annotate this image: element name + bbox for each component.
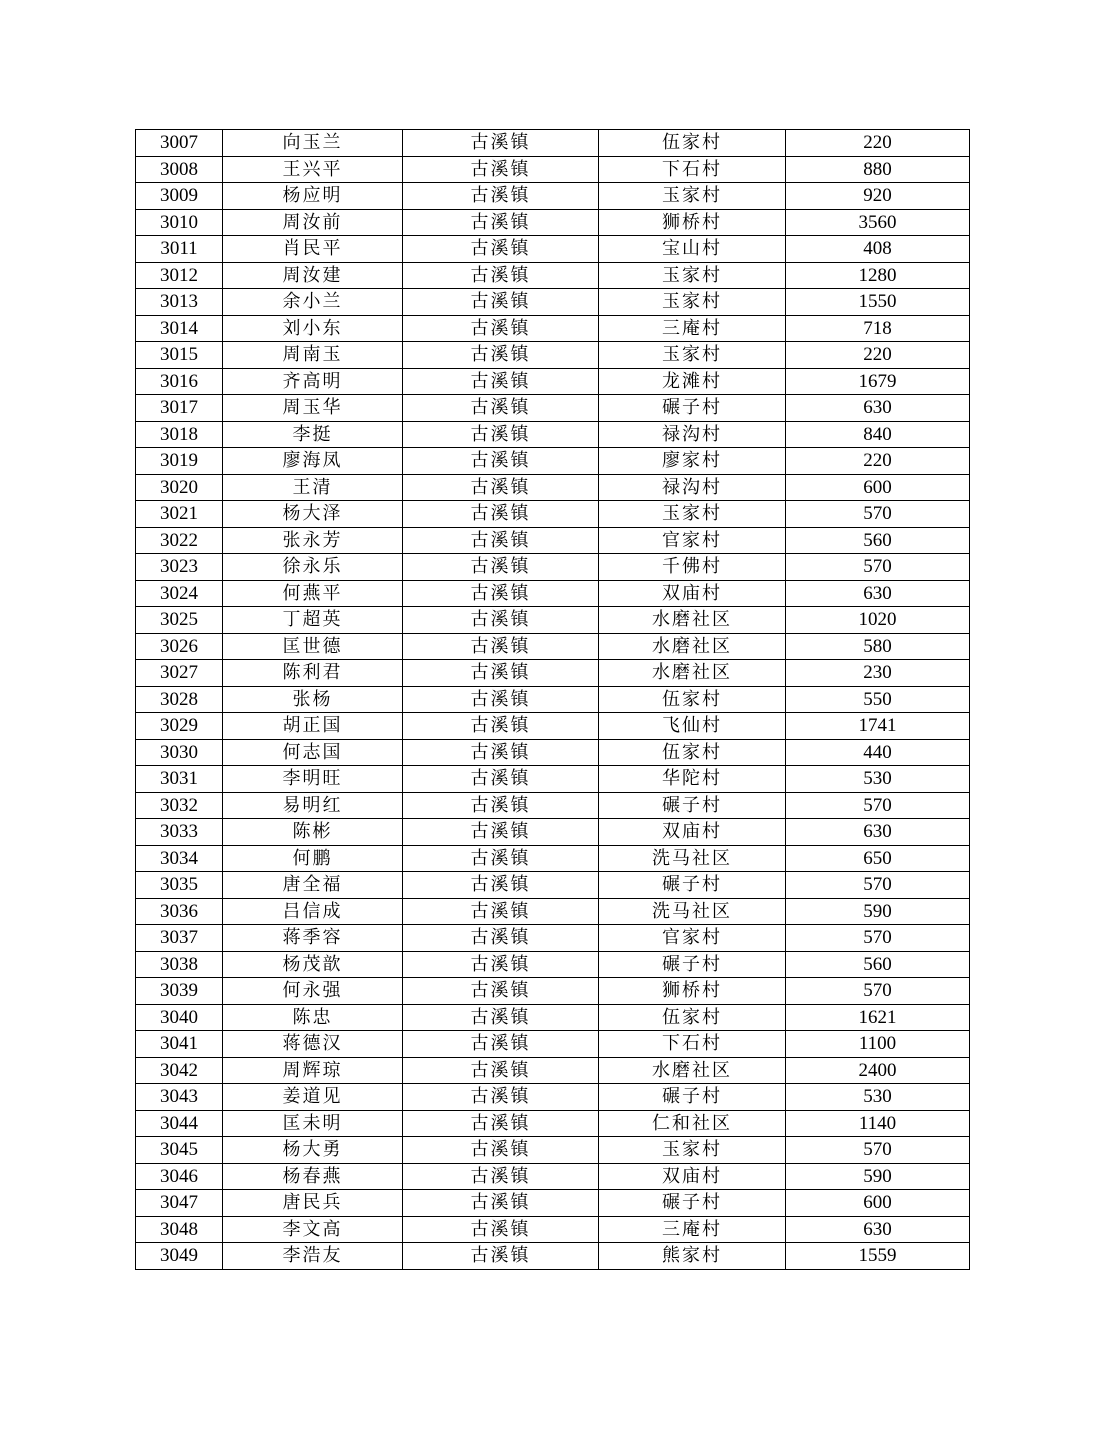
town-cell: 古溪镇 <box>403 1243 599 1270</box>
amount-cell: 530 <box>786 766 970 793</box>
village-cell: 双庙村 <box>599 1163 786 1190</box>
amount-cell: 230 <box>786 660 970 687</box>
town-cell: 古溪镇 <box>403 368 599 395</box>
row-number-cell: 3013 <box>136 289 223 316</box>
amount-cell: 560 <box>786 527 970 554</box>
table-row <box>136 713 970 740</box>
row-number-cell: 3038 <box>136 951 223 978</box>
village-cell: 双庙村 <box>599 819 786 846</box>
row-number-cell: 3009 <box>136 183 223 210</box>
town-cell: 古溪镇 <box>403 421 599 448</box>
row-number-cell: 3035 <box>136 872 223 899</box>
amount-cell: 440 <box>786 739 970 766</box>
person-name-cell: 齐高明 <box>223 368 403 395</box>
row-number-cell: 3018 <box>136 421 223 448</box>
amount-cell: 530 <box>786 1084 970 1111</box>
table-row <box>136 1137 970 1164</box>
town-cell: 古溪镇 <box>403 845 599 872</box>
table-row <box>136 183 970 210</box>
person-name-cell: 张永芳 <box>223 527 403 554</box>
amount-cell: 840 <box>786 421 970 448</box>
person-name-cell: 匡未明 <box>223 1110 403 1137</box>
row-number-cell: 3042 <box>136 1057 223 1084</box>
table-row <box>136 395 970 422</box>
village-cell: 碾子村 <box>599 872 786 899</box>
table-row <box>136 315 970 342</box>
person-name-cell: 丁超英 <box>223 607 403 634</box>
village-cell: 狮桥村 <box>599 209 786 236</box>
person-name-cell: 周南玉 <box>223 342 403 369</box>
person-name-cell: 王清 <box>223 474 403 501</box>
village-cell: 三庵村 <box>599 1216 786 1243</box>
person-name-cell: 余小兰 <box>223 289 403 316</box>
table-row <box>136 845 970 872</box>
amount-cell: 1020 <box>786 607 970 634</box>
row-number-cell: 3031 <box>136 766 223 793</box>
table-row <box>136 978 970 1005</box>
village-cell: 华陀村 <box>599 766 786 793</box>
town-cell: 古溪镇 <box>403 289 599 316</box>
village-cell: 仁和社区 <box>599 1110 786 1137</box>
village-cell: 碾子村 <box>599 951 786 978</box>
amount-cell: 600 <box>786 474 970 501</box>
village-cell: 水磨社区 <box>599 660 786 687</box>
person-name-cell: 何志国 <box>223 739 403 766</box>
amount-cell: 580 <box>786 633 970 660</box>
person-name-cell: 向玉兰 <box>223 130 403 157</box>
village-cell: 碾子村 <box>599 1084 786 1111</box>
row-number-cell: 3030 <box>136 739 223 766</box>
village-cell: 双庙村 <box>599 580 786 607</box>
town-cell: 古溪镇 <box>403 739 599 766</box>
row-number-cell: 3046 <box>136 1163 223 1190</box>
amount-cell: 570 <box>786 978 970 1005</box>
village-cell: 熊家村 <box>599 1243 786 1270</box>
amount-cell: 570 <box>786 554 970 581</box>
table-row <box>136 368 970 395</box>
person-name-cell: 杨应明 <box>223 183 403 210</box>
amount-cell: 1741 <box>786 713 970 740</box>
person-name-cell: 唐全福 <box>223 872 403 899</box>
row-number-cell: 3029 <box>136 713 223 740</box>
person-name-cell: 王兴平 <box>223 156 403 183</box>
row-number-cell: 3028 <box>136 686 223 713</box>
town-cell: 古溪镇 <box>403 819 599 846</box>
town-cell: 古溪镇 <box>403 978 599 1005</box>
village-cell: 水磨社区 <box>599 1057 786 1084</box>
village-cell: 禄沟村 <box>599 474 786 501</box>
amount-cell: 920 <box>786 183 970 210</box>
amount-cell: 1559 <box>786 1243 970 1270</box>
person-name-cell: 肖民平 <box>223 236 403 263</box>
town-cell: 古溪镇 <box>403 554 599 581</box>
amount-cell: 600 <box>786 1190 970 1217</box>
row-number-cell: 3017 <box>136 395 223 422</box>
amount-cell: 550 <box>786 686 970 713</box>
row-number-cell: 3019 <box>136 448 223 475</box>
town-cell: 古溪镇 <box>403 1084 599 1111</box>
person-name-cell: 周辉琼 <box>223 1057 403 1084</box>
row-number-cell: 3014 <box>136 315 223 342</box>
person-name-cell: 何燕平 <box>223 580 403 607</box>
person-name-cell: 廖海凤 <box>223 448 403 475</box>
amount-cell: 630 <box>786 819 970 846</box>
person-name-cell: 蒋德汉 <box>223 1031 403 1058</box>
roster-table <box>135 129 970 1270</box>
person-name-cell: 胡正国 <box>223 713 403 740</box>
person-name-cell: 陈忠 <box>223 1004 403 1031</box>
table-row <box>136 342 970 369</box>
person-name-cell: 李浩友 <box>223 1243 403 1270</box>
table-row <box>136 1190 970 1217</box>
table-row <box>136 819 970 846</box>
town-cell: 古溪镇 <box>403 1137 599 1164</box>
row-number-cell: 3007 <box>136 130 223 157</box>
town-cell: 古溪镇 <box>403 951 599 978</box>
town-cell: 古溪镇 <box>403 1004 599 1031</box>
table-row <box>136 1243 970 1270</box>
table-row <box>136 474 970 501</box>
table-row <box>136 925 970 952</box>
row-number-cell: 3037 <box>136 925 223 952</box>
row-number-cell: 3047 <box>136 1190 223 1217</box>
town-cell: 古溪镇 <box>403 236 599 263</box>
village-cell: 龙滩村 <box>599 368 786 395</box>
amount-cell: 220 <box>786 130 970 157</box>
person-name-cell: 陈利君 <box>223 660 403 687</box>
row-number-cell: 3023 <box>136 554 223 581</box>
person-name-cell: 匡世德 <box>223 633 403 660</box>
town-cell: 古溪镇 <box>403 474 599 501</box>
row-number-cell: 3022 <box>136 527 223 554</box>
amount-cell: 718 <box>786 315 970 342</box>
village-cell: 廖家村 <box>599 448 786 475</box>
village-cell: 下石村 <box>599 156 786 183</box>
amount-cell: 630 <box>786 395 970 422</box>
table-row <box>136 739 970 766</box>
table-row <box>136 156 970 183</box>
row-number-cell: 3024 <box>136 580 223 607</box>
amount-cell: 408 <box>786 236 970 263</box>
row-number-cell: 3012 <box>136 262 223 289</box>
row-number-cell: 3021 <box>136 501 223 528</box>
amount-cell: 570 <box>786 872 970 899</box>
row-number-cell: 3049 <box>136 1243 223 1270</box>
person-name-cell: 杨大勇 <box>223 1137 403 1164</box>
town-cell: 古溪镇 <box>403 1216 599 1243</box>
row-number-cell: 3039 <box>136 978 223 1005</box>
village-cell: 官家村 <box>599 527 786 554</box>
town-cell: 古溪镇 <box>403 898 599 925</box>
person-name-cell: 唐民兵 <box>223 1190 403 1217</box>
amount-cell: 1100 <box>786 1031 970 1058</box>
person-name-cell: 杨春燕 <box>223 1163 403 1190</box>
row-number-cell: 3044 <box>136 1110 223 1137</box>
table-row <box>136 527 970 554</box>
table-row <box>136 686 970 713</box>
table-row <box>136 951 970 978</box>
row-number-cell: 3048 <box>136 1216 223 1243</box>
person-name-cell: 杨大泽 <box>223 501 403 528</box>
amount-cell: 590 <box>786 898 970 925</box>
village-cell: 玉家村 <box>599 342 786 369</box>
person-name-cell: 李挺 <box>223 421 403 448</box>
person-name-cell: 吕信成 <box>223 898 403 925</box>
village-cell: 洗马社区 <box>599 898 786 925</box>
table-row <box>136 766 970 793</box>
amount-cell: 570 <box>786 792 970 819</box>
village-cell: 玉家村 <box>599 262 786 289</box>
row-number-cell: 3016 <box>136 368 223 395</box>
amount-cell: 220 <box>786 342 970 369</box>
town-cell: 古溪镇 <box>403 1057 599 1084</box>
table-row <box>136 1031 970 1058</box>
village-cell: 下石村 <box>599 1031 786 1058</box>
person-name-cell: 姜道见 <box>223 1084 403 1111</box>
amount-cell: 1679 <box>786 368 970 395</box>
row-number-cell: 3033 <box>136 819 223 846</box>
town-cell: 古溪镇 <box>403 607 599 634</box>
person-name-cell: 徐永乐 <box>223 554 403 581</box>
row-number-cell: 3025 <box>136 607 223 634</box>
table-row <box>136 1216 970 1243</box>
row-number-cell: 3020 <box>136 474 223 501</box>
village-cell: 伍家村 <box>599 739 786 766</box>
person-name-cell: 周玉华 <box>223 395 403 422</box>
table-row <box>136 130 970 157</box>
person-name-cell: 刘小东 <box>223 315 403 342</box>
village-cell: 伍家村 <box>599 686 786 713</box>
row-number-cell: 3034 <box>136 845 223 872</box>
person-name-cell: 蒋季容 <box>223 925 403 952</box>
amount-cell: 590 <box>786 1163 970 1190</box>
table-row <box>136 633 970 660</box>
table-row <box>136 898 970 925</box>
amount-cell: 560 <box>786 951 970 978</box>
amount-cell: 630 <box>786 580 970 607</box>
town-cell: 古溪镇 <box>403 1031 599 1058</box>
town-cell: 古溪镇 <box>403 183 599 210</box>
town-cell: 古溪镇 <box>403 766 599 793</box>
town-cell: 古溪镇 <box>403 792 599 819</box>
person-name-cell: 周汝建 <box>223 262 403 289</box>
town-cell: 古溪镇 <box>403 660 599 687</box>
table-row <box>136 262 970 289</box>
village-cell: 碾子村 <box>599 395 786 422</box>
town-cell: 古溪镇 <box>403 925 599 952</box>
person-name-cell: 周汝前 <box>223 209 403 236</box>
village-cell: 洗马社区 <box>599 845 786 872</box>
table-row <box>136 501 970 528</box>
person-name-cell: 李明旺 <box>223 766 403 793</box>
village-cell: 千佛村 <box>599 554 786 581</box>
person-name-cell: 易明红 <box>223 792 403 819</box>
town-cell: 古溪镇 <box>403 395 599 422</box>
table-row <box>136 1057 970 1084</box>
town-cell: 古溪镇 <box>403 872 599 899</box>
row-number-cell: 3015 <box>136 342 223 369</box>
amount-cell: 880 <box>786 156 970 183</box>
town-cell: 古溪镇 <box>403 448 599 475</box>
person-name-cell: 何鹏 <box>223 845 403 872</box>
amount-cell: 1280 <box>786 262 970 289</box>
village-cell: 玉家村 <box>599 289 786 316</box>
table-row <box>136 580 970 607</box>
town-cell: 古溪镇 <box>403 262 599 289</box>
amount-cell: 220 <box>786 448 970 475</box>
town-cell: 古溪镇 <box>403 527 599 554</box>
town-cell: 古溪镇 <box>403 130 599 157</box>
town-cell: 古溪镇 <box>403 1190 599 1217</box>
table-row <box>136 209 970 236</box>
table-row <box>136 289 970 316</box>
village-cell: 伍家村 <box>599 1004 786 1031</box>
row-number-cell: 3041 <box>136 1031 223 1058</box>
row-number-cell: 3036 <box>136 898 223 925</box>
town-cell: 古溪镇 <box>403 1163 599 1190</box>
table-row <box>136 872 970 899</box>
amount-cell: 2400 <box>786 1057 970 1084</box>
table-row <box>136 448 970 475</box>
row-number-cell: 3008 <box>136 156 223 183</box>
village-cell: 宝山村 <box>599 236 786 263</box>
table-row <box>136 236 970 263</box>
row-number-cell: 3010 <box>136 209 223 236</box>
table-row <box>136 1084 970 1111</box>
town-cell: 古溪镇 <box>403 501 599 528</box>
table-row <box>136 660 970 687</box>
amount-cell: 1140 <box>786 1110 970 1137</box>
town-cell: 古溪镇 <box>403 686 599 713</box>
amount-cell: 570 <box>786 925 970 952</box>
town-cell: 古溪镇 <box>403 342 599 369</box>
village-cell: 碾子村 <box>599 1190 786 1217</box>
town-cell: 古溪镇 <box>403 315 599 342</box>
village-cell: 玉家村 <box>599 1137 786 1164</box>
person-name-cell: 何永强 <box>223 978 403 1005</box>
town-cell: 古溪镇 <box>403 713 599 740</box>
amount-cell: 650 <box>786 845 970 872</box>
roster-table-body <box>136 130 970 1270</box>
town-cell: 古溪镇 <box>403 156 599 183</box>
row-number-cell: 3011 <box>136 236 223 263</box>
town-cell: 古溪镇 <box>403 1110 599 1137</box>
table-row <box>136 1110 970 1137</box>
row-number-cell: 3026 <box>136 633 223 660</box>
town-cell: 古溪镇 <box>403 580 599 607</box>
person-name-cell: 李文高 <box>223 1216 403 1243</box>
table-row <box>136 792 970 819</box>
village-cell: 玉家村 <box>599 183 786 210</box>
village-cell: 碾子村 <box>599 792 786 819</box>
row-number-cell: 3027 <box>136 660 223 687</box>
table-row <box>136 554 970 581</box>
amount-cell: 570 <box>786 1137 970 1164</box>
table-row <box>136 421 970 448</box>
town-cell: 古溪镇 <box>403 209 599 236</box>
village-cell: 水磨社区 <box>599 607 786 634</box>
village-cell: 伍家村 <box>599 130 786 157</box>
table-row <box>136 1004 970 1031</box>
amount-cell: 630 <box>786 1216 970 1243</box>
amount-cell: 3560 <box>786 209 970 236</box>
person-name-cell: 杨茂歆 <box>223 951 403 978</box>
table-row <box>136 1163 970 1190</box>
amount-cell: 1621 <box>786 1004 970 1031</box>
person-name-cell: 陈彬 <box>223 819 403 846</box>
village-cell: 水磨社区 <box>599 633 786 660</box>
village-cell: 三庵村 <box>599 315 786 342</box>
town-cell: 古溪镇 <box>403 633 599 660</box>
amount-cell: 570 <box>786 501 970 528</box>
village-cell: 玉家村 <box>599 501 786 528</box>
village-cell: 禄沟村 <box>599 421 786 448</box>
table-row <box>136 607 970 634</box>
village-cell: 官家村 <box>599 925 786 952</box>
row-number-cell: 3040 <box>136 1004 223 1031</box>
row-number-cell: 3032 <box>136 792 223 819</box>
village-cell: 飞仙村 <box>599 713 786 740</box>
row-number-cell: 3045 <box>136 1137 223 1164</box>
village-cell: 狮桥村 <box>599 978 786 1005</box>
row-number-cell: 3043 <box>136 1084 223 1111</box>
person-name-cell: 张杨 <box>223 686 403 713</box>
amount-cell: 1550 <box>786 289 970 316</box>
